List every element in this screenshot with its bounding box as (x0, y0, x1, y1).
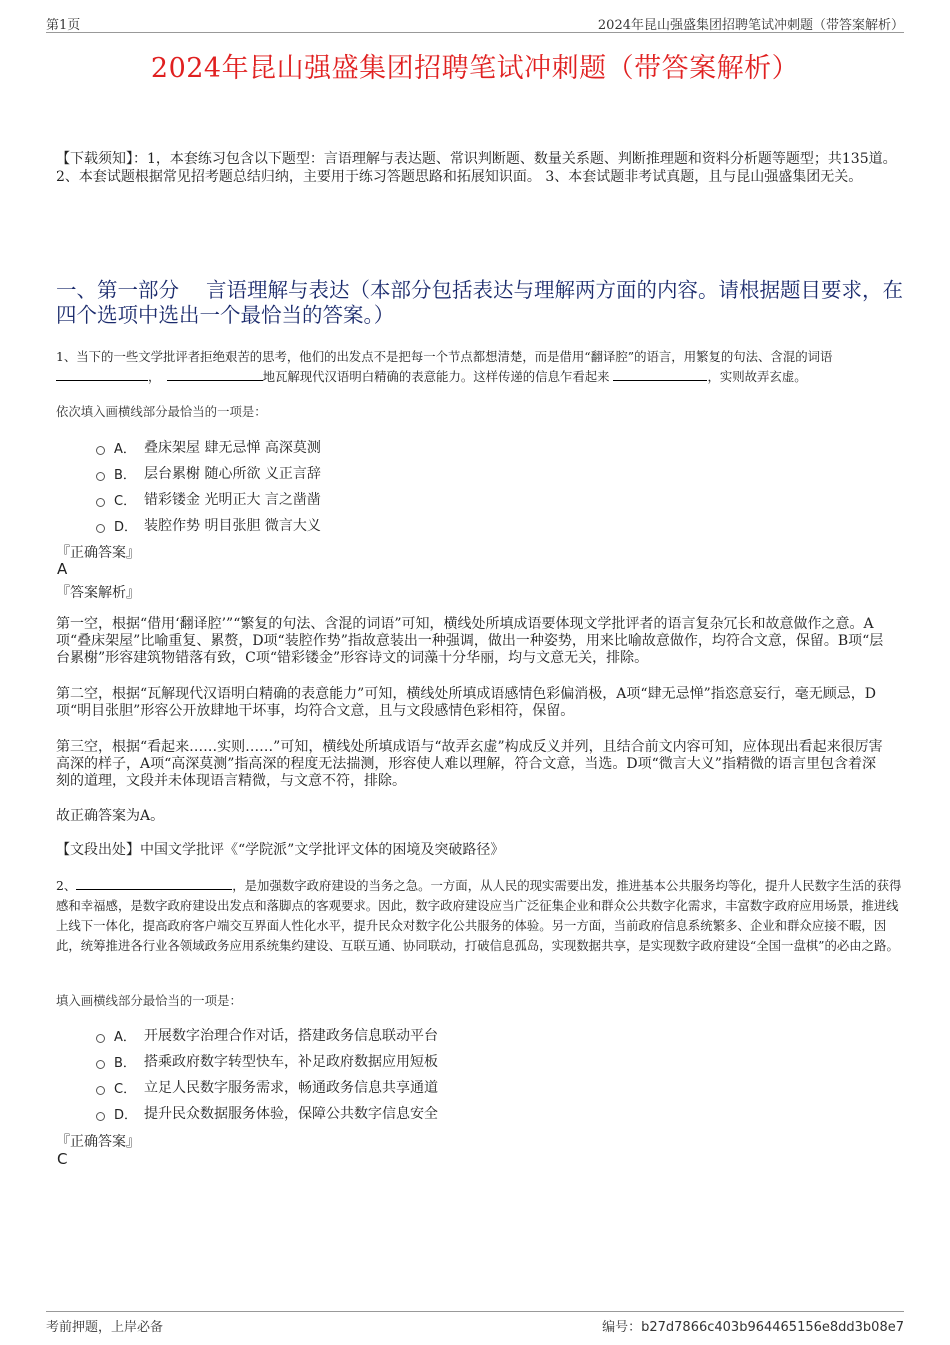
q1-analysis-label: 『答案解析』 (56, 585, 140, 601)
q1-blank-3 (613, 368, 707, 381)
q1-prompt: 依次填入画横线部分最恰当的一项是： (56, 404, 267, 419)
page-footer (46, 1311, 904, 1335)
option-text: 提升民众数据服务体验，保障公共数字信息安全 (144, 1106, 438, 1122)
q1-source: 【文段出处】中国文学批评《“学院派”文学批评文体的困境及突破路径》 (56, 842, 505, 858)
page-header (46, 14, 904, 33)
q1-blank-1 (56, 368, 148, 381)
q2-option-c[interactable]: C． 立足人民数字服务需求，畅通政务信息共享通道 (96, 1074, 438, 1100)
radio-icon[interactable] (96, 524, 105, 533)
download-notice: 【下载须知】：1，本套练习包含以下题型：言语理解与表达题、常识判断题、数量关系题、判断推理题和资料分析题等题型；共135道。 2、本套试题根据常见招考题总结归纳，主要用于练习答题思路和拓展知识面。 3、本套试题非考试真题，且与昆山强盛集团无关。 (56, 151, 897, 185)
radio-icon[interactable] (96, 1060, 105, 1069)
q2-option-a[interactable]: A． 开展数字治理合作对话，搭建政务信息联动平台 (96, 1022, 438, 1048)
option-text: 立足人民数字服务需求，畅通政务信息共享通道 (144, 1080, 438, 1096)
q2-option-b[interactable]: B． 搭乘政府数字转型快车，补足政府数据应用短板 (96, 1048, 438, 1074)
option-text: 错彩镂金 光明正大 言之凿凿 (144, 492, 321, 508)
q1-option-a[interactable]: A． 叠床架屋 肆无忌惮 高深莫测 (96, 434, 321, 460)
footer-slogan: 考前押题，上岸必备 (46, 1320, 164, 1335)
option-text: 叠床架屋 肆无忌惮 高深莫测 (144, 440, 321, 456)
question-2-text: 2、 ，是加强数字政府建设的当务之急。一方面，从人民的现实需要出发，推进基本公共服务均等化，提升人民数字生活的获得感和幸福感，是数字政府建设出发点和落脚点的客观要求。因此，数字政府建设应当广泛征集企业和群众公共数字化需求，丰富数字政府应用场景，推进线上线下一体化，提高政府客户端交互界面人性化水平，提升民众对数字化公共服务的体验。另一方面，当前政府信息系统繁多、企业和群众应接不暇，因此，统筹推进各行业各领域政务应用系统集约建设、互联互通、协同联动，打破信息孤岛，实现数据共享，是实现数字政府建设“全国一盘棋”的必由之路。 (56, 878, 902, 953)
radio-icon[interactable] (96, 1086, 105, 1095)
q1-text-b: ， (148, 369, 155, 384)
q1-options (96, 434, 321, 538)
page-title: 2024年昆山强盛集团招聘笔试冲刺题（带答案解析） (150, 53, 800, 84)
radio-icon[interactable] (96, 1034, 105, 1043)
q2-option-d[interactable]: D． 提升民众数据服务体验，保障公共数字信息安全 (96, 1100, 438, 1126)
q2-answer: C (57, 1150, 68, 1168)
radio-icon[interactable] (96, 472, 105, 481)
q1-analysis-1: 第一空，根据“借用‘翻译腔’”“繁复的句法、含混的词语”可知，横线处所填成语要体现文学批评者的语言复杂冗长和故意做作之意。A项“叠床架屋”比喻重复、累赘，D项“装腔作势”指故意装出一种强调，做出一种姿势，用来比喻故意做作，均符合文意，保留。B项“层台累榭”形容建筑物错落有致，C项“错彩镂金”形容诗文的词藻十分华丽，均与文意无关，排除。 (56, 616, 884, 666)
option-text: 搭乘政府数字转型快车，补足政府数据应用短板 (144, 1054, 438, 1070)
q1-text-a: 1、当下的一些文学批评者拒绝艰苦的思考，他们的出发点不是把每一个节点都想清楚，而是借用“翻译腔”的语言，用繁复的句法、含混的词语 (56, 349, 833, 364)
q1-option-b[interactable]: B． 层台累榭 随心所欲 义正言辞 (96, 460, 321, 486)
q1-analysis-4: 故正确答案为A。 (56, 808, 165, 824)
footer-code: 编号：b27d7866c403b964465156e8dd3b08e7 (602, 1320, 904, 1335)
radio-icon[interactable] (96, 1112, 105, 1121)
q1-answer-label: 『正确答案』 (56, 545, 140, 561)
q1-blank-2 (167, 368, 263, 381)
q1-text-d: ，实则故弄玄虚。 (707, 369, 807, 384)
page-number: 第1页 (46, 18, 81, 33)
q1-option-c[interactable]: C． 错彩镂金 光明正大 言之凿凿 (96, 486, 321, 512)
option-text: 层台累榭 随心所欲 义正言辞 (144, 466, 321, 482)
q1-analysis-3: 第三空，根据“看起来……实则……”可知，横线处所填成语与“故弄玄虚”构成反义并列，且结合前文内容可知，应体现出看起来很厉害高深的样子，A项“高深莫测”指高深的程度无法揣测，形容使人难以理解，符合文意，当选。D项“微言大义”指精微的语言里包含着深刻的道理，文段并未体现语言精微，与文意不符，排除。 (56, 739, 883, 789)
q1-answer: A (57, 560, 68, 578)
option-text: 开展数字治理合作对话，搭建政务信息联动平台 (144, 1028, 438, 1044)
q1-text-c: 地瓦解现代汉语明白精确的表意能力。这样传递的信息乍看起来 (262, 369, 610, 384)
question-1-text (56, 347, 902, 387)
q2-blank (76, 877, 232, 890)
radio-icon[interactable] (96, 498, 105, 507)
q2-prompt: 填入画横线部分最恰当的一项是： (56, 993, 242, 1008)
section-title: 一、第一部分 言语理解与表达（本部分包括表达与理解两方面的内容。请根据题目要求，在四个选项中选出一个最恰当的答案。） (56, 278, 904, 327)
option-text: 装腔作势 明目张胆 微言大义 (144, 518, 321, 534)
radio-icon[interactable] (96, 446, 105, 455)
q2-options (96, 1022, 438, 1126)
q1-option-d[interactable]: D． 装腔作势 明目张胆 微言大义 (96, 512, 321, 538)
header-doc-title: 2024年昆山强盛集团招聘笔试冲刺题（带答案解析） (597, 18, 904, 33)
q2-answer-label: 『正确答案』 (56, 1134, 140, 1150)
q1-analysis-2: 第二空，根据“瓦解现代汉语明白精确的表意能力”可知，横线处所填成语感情色彩偏消极，A项“肆无忌惮”指恣意妄行，毫无顾忌，D项“明目张胆”形容公开放肆地干坏事，均符合文意，且与文段感情色彩相符，保留。 (56, 686, 876, 719)
